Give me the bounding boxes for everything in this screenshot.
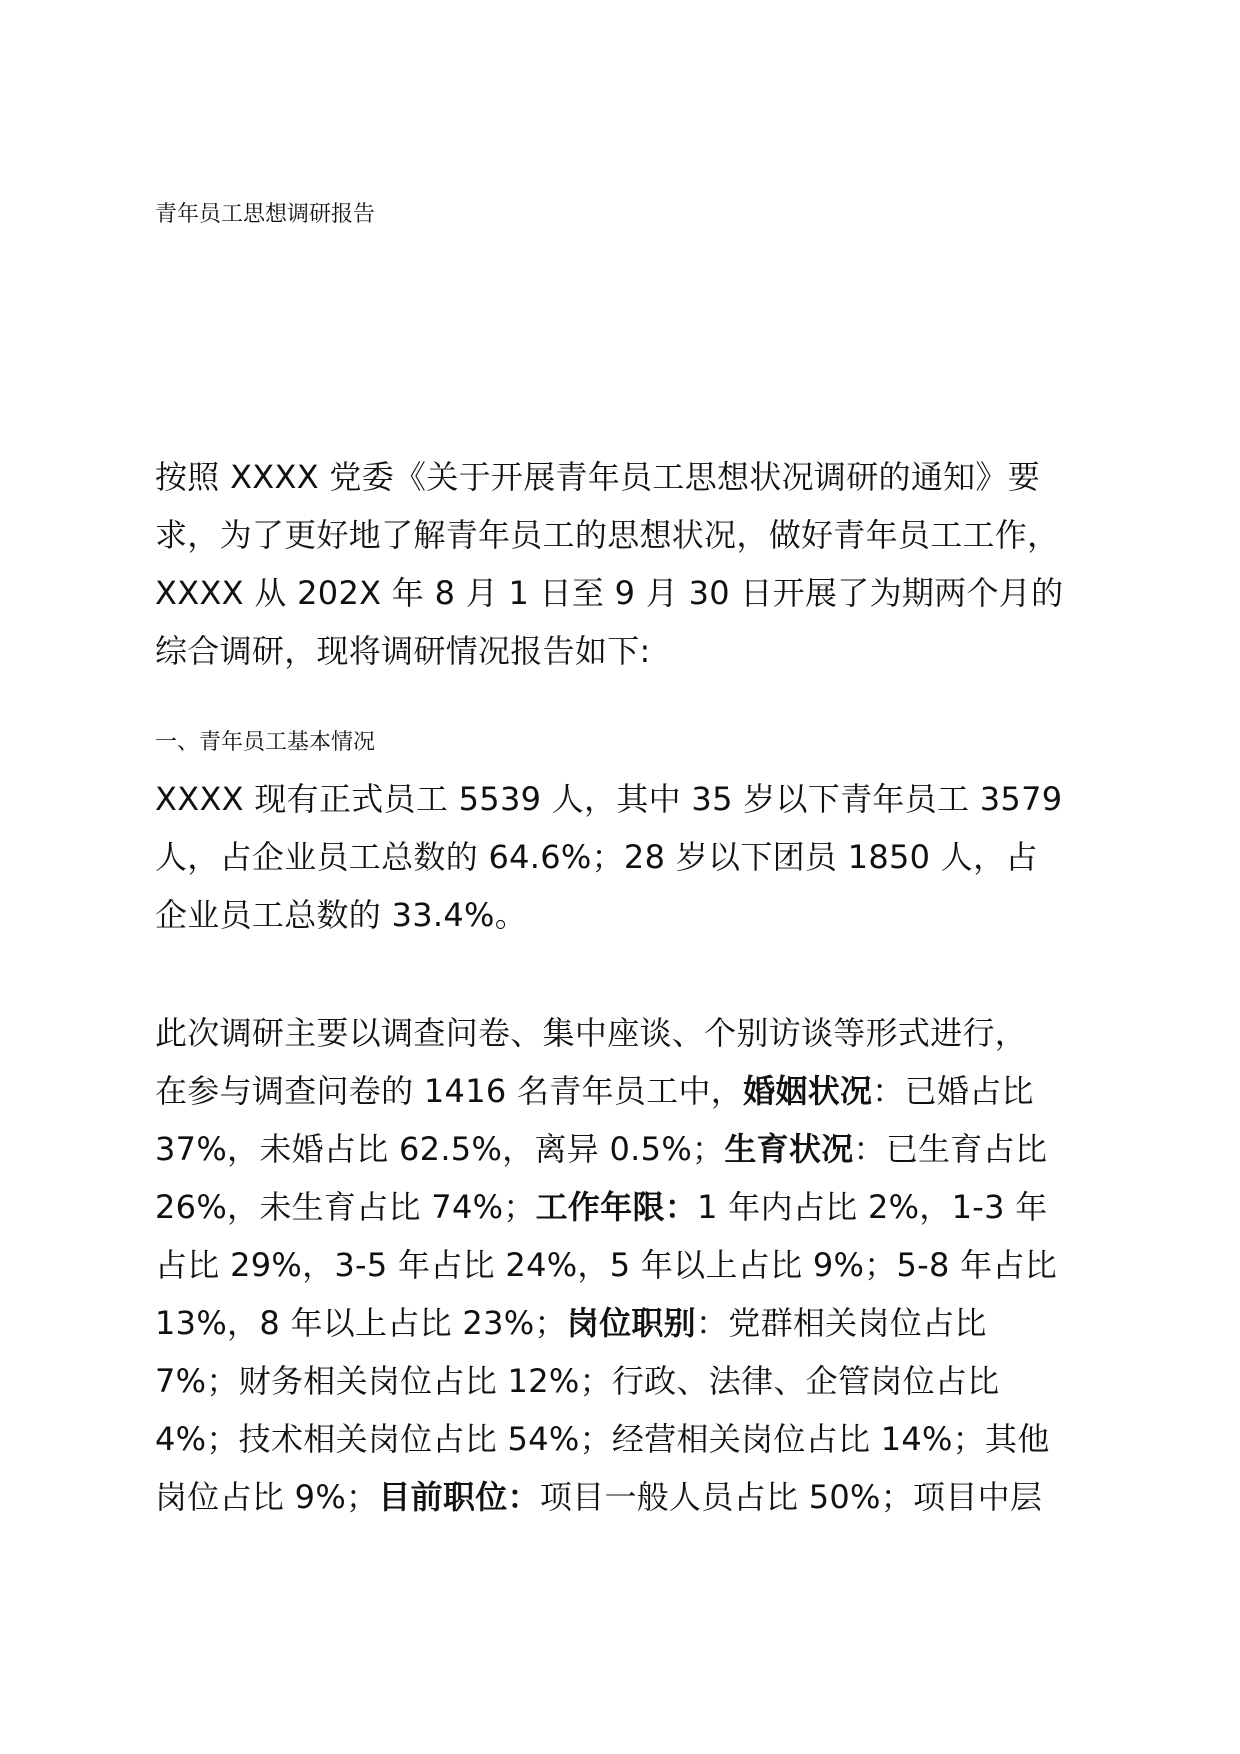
paragraph-line: 占比 29%，3-5 年占比 24%，5 年以上占比 9%；5-8 年占比 — [155, 1246, 1058, 1284]
bold-term-current-position: 目前职位： — [378, 1478, 540, 1516]
paragraph-line: XXXX 从 202X 年 8 月 1 日至 9 月 30 日开展了为期两个月的 — [155, 574, 1064, 612]
text-run: 在参与调查问卷的 1416 名青年员工中， — [155, 1072, 744, 1110]
paragraph-line — [155, 1294, 1085, 1352]
paragraph-line — [155, 1468, 1085, 1526]
section-heading: 一、青年员工基本情况 — [155, 730, 376, 755]
paragraph-line: 求，为了更好地了解青年员工的思想状况，做好青年员工工作， — [155, 516, 1060, 554]
survey-paragraph — [155, 1004, 1085, 1526]
paragraph-line: 此次调研主要以调查问卷、集中座谈、个别访谈等形式进行， — [155, 1014, 1028, 1052]
paragraph-line: 7%；财务相关岗位占比 12%；行政、法律、企管岗位占比 — [155, 1362, 1000, 1400]
text-run: 项目一般人员占比 50%；项目中层 — [539, 1478, 1043, 1516]
text-run: ：已婚占比 — [872, 1072, 1034, 1110]
paragraph-line: 4%；技术相关岗位占比 54%；经营相关岗位占比 14%；其他 — [155, 1420, 1050, 1458]
paragraph-line: XXXX 现有正式员工 5539 人，其中 35 岁以下青年员工 3579 — [155, 780, 1063, 818]
intro-paragraph — [155, 448, 1085, 680]
text-run: 岗位占比 9%； — [155, 1478, 379, 1516]
text-run: 37%，未婚占比 62.5%，离异 0.5%； — [155, 1130, 725, 1168]
paragraph-line — [155, 1120, 1085, 1178]
bold-term-fertility-status: 生育状况 — [724, 1130, 854, 1168]
bold-term-position-category: 岗位职别 — [566, 1304, 696, 1342]
bold-term-marital-status: 婚姻状况 — [743, 1072, 873, 1110]
paragraph-line: 综合调研，现将调研情况报告如下: — [155, 632, 651, 670]
paragraph-line: 按照 XXXX 党委《关于开展青年员工思想状况调研的通知》要 — [155, 458, 1041, 496]
text-run: 1 年内占比 2%，1-3 年 — [697, 1188, 1048, 1226]
text-run: 26%，未生育占比 74%； — [155, 1188, 536, 1226]
paragraph-line: 企业员工总数的 33.4%。 — [155, 896, 528, 934]
bold-term-work-years: 工作年限： — [535, 1188, 698, 1226]
paragraph-line — [155, 1062, 1085, 1120]
staff-overview-paragraph — [155, 770, 1085, 944]
paragraph-line: 人，占企业员工总数的 64.6%；28 岁以下团员 1850 人，占 — [155, 838, 1038, 876]
text-run: 13%，8 年以上占比 23%； — [155, 1304, 567, 1342]
text-run: ：党群相关岗位占比 — [695, 1304, 987, 1342]
text-run: ：已生育占比 — [853, 1130, 1048, 1168]
paragraph-line — [155, 1178, 1085, 1236]
document-title: 青年员工思想调研报告 — [155, 202, 376, 227]
